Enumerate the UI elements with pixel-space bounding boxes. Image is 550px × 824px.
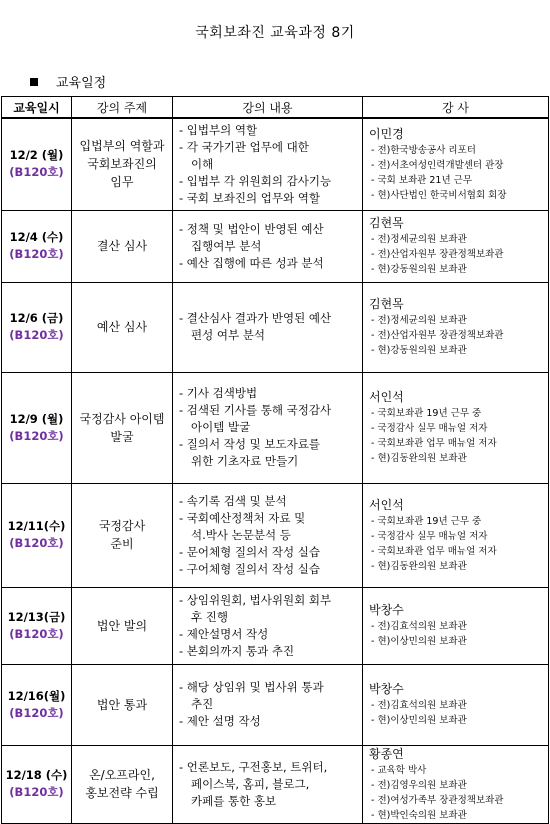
topic-line: 국정감사 아이템 [79, 411, 165, 426]
topic-line: 결산 심사 [96, 239, 148, 253]
credential-line: - 국정감사 실무 매뉴얼 저자 [371, 530, 488, 542]
session-date: 12/13(금) [7, 609, 66, 624]
credential-line: - 전)한국방송공사 리포터 [371, 144, 476, 156]
room-label: (B120호) [9, 428, 64, 443]
table-row [2, 118, 549, 210]
lecturer-cell [363, 372, 549, 483]
credential-line: - 현)강동원의원 보좌관 [371, 264, 467, 275]
room-label: (B120호) [9, 705, 64, 720]
topic-line: 입법부의 역할과 [79, 139, 165, 154]
square-bullet-icon [30, 78, 38, 86]
topic-line: 홍보전략 수립 [85, 786, 159, 800]
date-cell [2, 210, 72, 282]
content-line: - 구어체형 질의서 작성 실습 [179, 561, 320, 576]
content-cell [173, 587, 363, 664]
topic-line: 온/오프라인, [89, 768, 155, 782]
content-line: 집행여부 분석 [191, 238, 262, 253]
topic-cell [72, 282, 173, 372]
credential-line: - 전)김효석의원 보좌관 [371, 700, 467, 711]
section-heading [30, 72, 106, 91]
credential-line: - 현)이상민의원 보좌관 [371, 715, 467, 726]
lecturer-name: 서인석 [369, 390, 404, 404]
table-row [2, 282, 549, 372]
lecturer-cell [363, 664, 549, 745]
date-cell [2, 372, 72, 483]
credential-line: - 전)산업자원부 장관정책보좌관 [371, 330, 504, 341]
content-line: - 본회의까지 통과 추진 [179, 643, 295, 658]
credential-line: - 현)김동완의원 보좌관 [371, 560, 467, 572]
lecturer-name: 황종연 [369, 746, 404, 761]
content-cell [173, 372, 363, 483]
table-row [2, 664, 549, 745]
content-line: - 제안 설명 작성 [179, 714, 261, 728]
session-date: 12/2 (월) [9, 148, 64, 163]
content-line: - 예산 집행에 따른 성과 분석 [179, 255, 324, 270]
content-line: - 속기록 검색 및 분석 [179, 493, 287, 508]
content-line: - 제안설명서 작성 [179, 626, 269, 641]
credential-line: - 전)김영우의원 보좌관 [371, 779, 467, 791]
topic-line: 준비 [110, 537, 134, 551]
content-line: 편성 여부 분석 [191, 328, 265, 342]
credential-line: - 국회보좌관 업무 매뉴얼 저자 [371, 438, 497, 449]
topic-cell [72, 118, 173, 210]
lecturer-name: 김현목 [369, 216, 404, 230]
lecturer-cell [363, 587, 549, 664]
room-label: (B120호) [9, 785, 64, 799]
content-line: - 결산심사 결과가 반영된 예산 [179, 311, 332, 325]
lecturer-cell [363, 745, 549, 823]
room-label: (B120호) [9, 247, 64, 261]
header-topic: 강의 주제 [72, 97, 173, 119]
schedule-table [1, 96, 549, 824]
room-label: (B120호) [9, 536, 64, 550]
session-date: 12/6 (금) [9, 311, 64, 325]
content-line: - 문어체형 질의서 작성 실습 [179, 544, 320, 559]
section-heading-label: 교육일정 [56, 76, 107, 91]
topic-line: 국정감사 [98, 519, 146, 533]
date-cell [2, 745, 72, 823]
content-line: - 해당 상임위 및 법사위 통과 [179, 680, 324, 694]
lecturer-cell [363, 483, 549, 587]
credential-line: - 현)사단법인 한국비서협회 회장 [371, 189, 507, 201]
topic-line: 예산 심사 [96, 320, 148, 334]
session-date: 12/4 (수) [9, 230, 64, 244]
room-label: (B120호) [9, 165, 64, 180]
content-line: 후 진행 [191, 609, 228, 624]
date-cell [2, 282, 72, 372]
document-title: 국회보좌진 교육과정 8기 [195, 25, 355, 41]
content-line: 아이템 발굴 [191, 420, 251, 434]
topic-line: 임무 [110, 175, 134, 190]
content-cell [173, 118, 363, 210]
topic-cell [72, 587, 173, 664]
lecturer-name: 이민경 [369, 126, 404, 141]
lecturer-name: 김현목 [369, 297, 404, 311]
date-cell [2, 118, 72, 210]
credential-line: - 국회보좌관 19년 근무 중 [371, 515, 482, 527]
header-lecturer: 강 사 [363, 97, 549, 119]
lecturer-cell [363, 282, 549, 372]
content-cell [173, 210, 363, 282]
content-line: 페이스북, 홈피, 블로그, [191, 776, 310, 791]
table-row [2, 372, 549, 483]
lecturer-cell [363, 118, 549, 210]
topic-cell [72, 483, 173, 587]
topic-cell [72, 745, 173, 823]
credential-line: - 국회 보좌관 21년 근무 [371, 174, 473, 186]
content-line: - 국회예산정책처 자료 및 [179, 510, 306, 525]
date-cell [2, 483, 72, 587]
credential-line: - 전)김효석의원 보좌관 [371, 621, 467, 632]
content-line: - 정책 및 법안이 반영된 예산 [179, 221, 324, 236]
topic-cell [72, 210, 173, 282]
topic-line: 발굴 [110, 429, 134, 444]
topic-line: 법안 통과 [96, 697, 148, 712]
credential-line: - 현)박인숙의원 보좌관 [371, 809, 467, 821]
credential-line: - 전)정세균의원 보좌관 [371, 315, 467, 326]
credential-line: - 국회보좌관 19년 근무 중 [371, 408, 482, 419]
content-line: - 각 국가기관 업무에 대한 [179, 139, 309, 154]
topic-cell [72, 372, 173, 483]
content-line: - 입법부의 역할 [179, 122, 258, 137]
content-line: 이해 [191, 156, 214, 171]
credential-line: - 전)산업자원부 장관정책보좌관 [371, 249, 504, 260]
content-line: - 상임위원회, 법사위원회 회부 [179, 592, 332, 607]
content-line: - 질의서 작성 및 보도자료를 [179, 437, 320, 451]
session-date: 12/16(월) [7, 688, 66, 703]
table-row [2, 483, 549, 587]
content-line: 카페를 통한 홍보 [191, 793, 277, 808]
topic-line: 국회보좌진의 [87, 157, 157, 172]
credential-line: - 현)강동원의원 보좌관 [371, 345, 467, 356]
content-cell [173, 745, 363, 823]
date-cell [2, 587, 72, 664]
content-cell [173, 282, 363, 372]
room-label: (B120호) [9, 328, 64, 342]
credential-line: - 전)서초여성인력개발센터 관장 [371, 159, 504, 171]
header-date: 교육일시 [2, 97, 72, 119]
lecturer-name: 박창수 [369, 682, 404, 696]
credential-line: - 현)김동완의원 보좌관 [371, 453, 467, 464]
content-line: - 국회 보좌진의 업무와 역할 [179, 190, 320, 205]
content-cell [173, 483, 363, 587]
session-date: 12/18 (수) [5, 768, 68, 782]
content-line: 추진 [191, 697, 214, 711]
credential-line: - 전)여성가족부 장관정책보좌관 [371, 794, 504, 806]
content-line: 위한 기초자료 만들기 [191, 454, 299, 468]
content-line: - 기사 검색방법 [179, 386, 258, 400]
content-line: - 언론보도, 구전홍보, 트위터, [179, 759, 328, 774]
credential-line: - 국회보좌관 업무 매뉴얼 저자 [371, 545, 497, 557]
table-row [2, 587, 549, 664]
table-row [2, 745, 549, 823]
topic-cell [72, 664, 173, 745]
content-line: - 검색된 기사를 통해 국정감사 [179, 403, 332, 417]
table-row [2, 210, 549, 282]
credential-line: - 전)정세균의원 보좌관 [371, 234, 467, 245]
content-line: - 입법부 각 위원회의 감사기능 [179, 173, 332, 188]
lecturer-name: 박창수 [369, 603, 404, 617]
lecturer-cell [363, 210, 549, 282]
date-cell [2, 664, 72, 745]
credential-line: - 국정감사 실무 매뉴얼 저자 [371, 423, 488, 434]
room-label: (B120호) [9, 626, 64, 641]
content-line: 석.박사 논문분석 등 [191, 527, 291, 542]
session-date: 12/9 (월) [9, 411, 64, 426]
lecturer-name: 서인석 [369, 497, 404, 512]
credential-line: - 교육학 박사 [371, 764, 427, 776]
session-date: 12/11(수) [7, 519, 66, 533]
topic-line: 법안 발의 [96, 618, 148, 633]
header-content: 강의 내용 [173, 97, 363, 119]
content-cell [173, 664, 363, 745]
credential-line: - 현)이상민의원 보좌관 [371, 636, 467, 647]
table-header-row [2, 97, 549, 119]
